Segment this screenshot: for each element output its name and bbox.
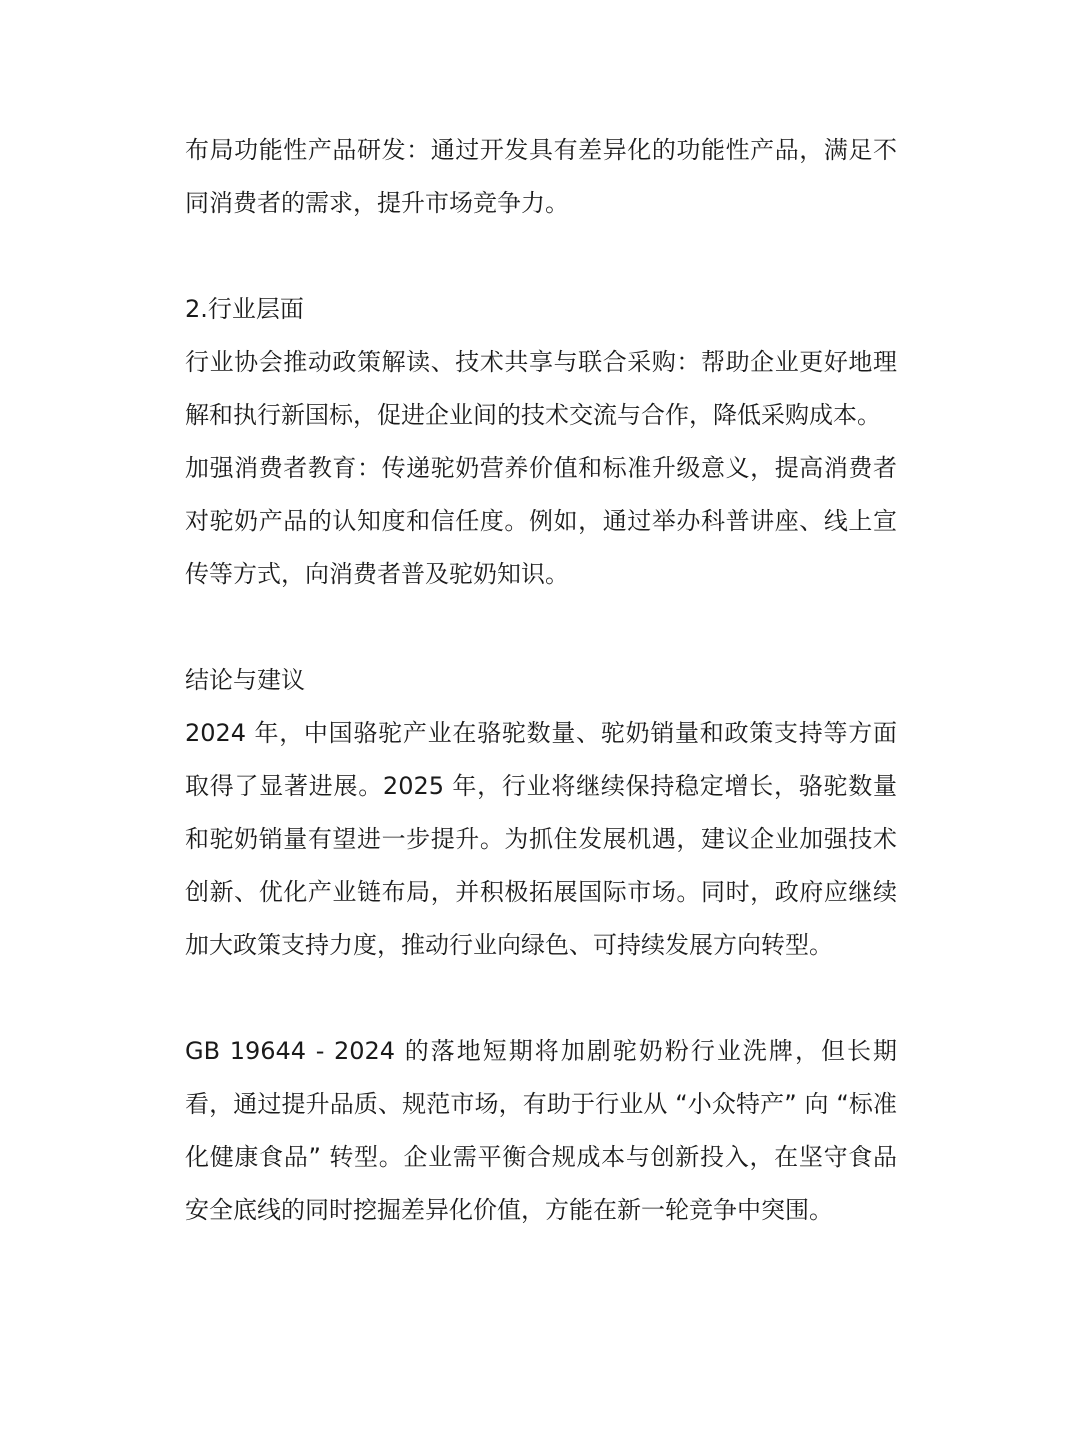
document-body: [185, 124, 897, 1237]
paragraph-gb-standard: GB 19644 - 2024 的落地短期将加剧驼奶粉行业洗牌，但长期看，通过提升品质、规范市场，有助于行业从 “小众特产” 向 “标准化健康食品” 转型。企业需平衡合规成本与创新投入，在坚守食品安全底线的同时挖掘差异化价值，方能在新一轮竞争中突围。: [185, 1037, 897, 1224]
heading-industry-level: 2.行业层面: [185, 295, 304, 323]
heading-conclusion: 结论与建议: [185, 666, 305, 694]
paragraph-consumer-education: 加强消费者教育：传递驼奶营养价值和标准升级意义，提高消费者对驼奶产品的认知度和信任度。例如，通过举办科普讲座、线上宣传等方式，向消费者普及驼奶知识。: [185, 454, 897, 588]
paragraph-gap: [185, 601, 897, 654]
paragraph-industry-association: 行业协会推动政策解读、技术共享与联合采购：帮助企业更好地理解和执行新国标，促进企业间的技术交流与合作，降低采购成本。: [185, 348, 897, 429]
paragraph-gap: [185, 972, 897, 1025]
paragraph-gap: [185, 230, 897, 283]
paragraph-functional-products: 布局功能性产品研发：通过开发具有差异化的功能性产品，满足不同消费者的需求，提升市场竞争力。: [185, 136, 897, 217]
paragraph-conclusion: 2024 年，中国骆驼产业在骆驼数量、驼奶销量和政策支持等方面取得了显著进展。2025 年，行业将继续保持稳定增长，骆驼数量和驼奶销量有望进一步提升。为抓住发展机遇，建议企业加强技术创新、优化产业链布局，并积极拓展国际市场。同时，政府应继续加大政策支持力度，推动行业向绿色、可持续发展方向转型。: [185, 719, 897, 959]
